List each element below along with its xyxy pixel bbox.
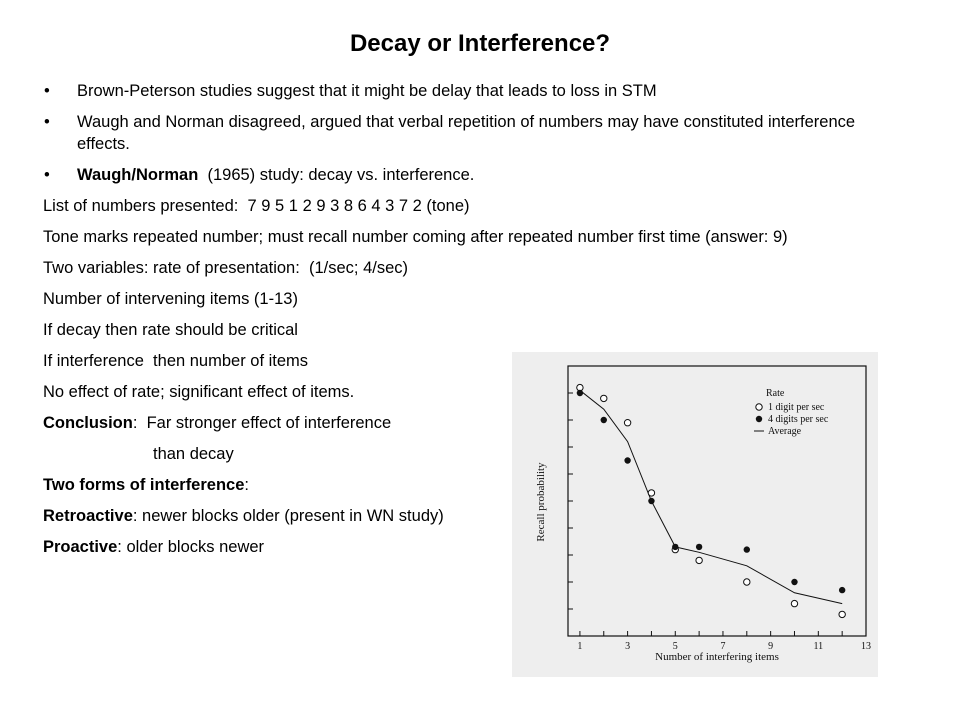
filled-circle-point: [696, 544, 702, 550]
legend: [754, 388, 829, 437]
x-tick-label: 3: [625, 641, 631, 652]
variables-line: Two variables: rate of presentation: (1/sec; 4/sec): [43, 259, 409, 277]
bullet-item: [43, 164, 863, 186]
filled-circle-point: [648, 498, 654, 504]
x-tick-label: 9: [768, 641, 774, 652]
retroactive-text: : newer blocks older (present in WN study): [132, 507, 444, 525]
filled-circle-point: [624, 457, 630, 463]
legend-label-2: 4 digits per sec: [768, 414, 829, 425]
bullet-item: [43, 111, 863, 155]
numbers-list-line: List of numbers presented: 7 9 5 1 2 9 3 8 6 4 3 7 2 (tone): [43, 197, 470, 215]
two-forms-colon: :: [244, 476, 249, 494]
proactive-text: : older blocks newer: [117, 538, 265, 556]
filled-circle-point: [744, 546, 750, 552]
bullet-text: Brown-Peterson studies suggest that it might be delay that leads to loss in STM: [77, 82, 657, 100]
conclusion-text: : Far stronger effect of interference: [132, 414, 392, 432]
x-tick-label: 11: [813, 641, 824, 652]
filled-circle-point: [577, 390, 583, 396]
open-circle-point: [696, 557, 702, 563]
bullet-text: Waugh and Norman disagreed, argued that verbal repetition of numbers may have constituted interference effects.: [77, 113, 856, 153]
x-tick-label: 7: [720, 641, 726, 652]
two-forms-label: Two forms of interference: [43, 476, 245, 494]
interference-line: If interference then number of items: [43, 352, 309, 370]
x-tick-label: 13: [861, 641, 871, 652]
filled-circle-point: [839, 587, 845, 593]
filled-circle-point: [672, 544, 678, 550]
legend-title: Rate: [766, 388, 785, 399]
x-tick-label: 5: [672, 641, 678, 652]
proactive-label: Proactive: [43, 538, 118, 556]
y-axis-label: Recall probability: [535, 462, 547, 542]
conclusion-label: Conclusion: [43, 414, 133, 432]
no-effect-line: No effect of rate; significant effect of items.: [43, 383, 355, 401]
filled-circle-point: [601, 417, 607, 423]
than-decay-line: than decay: [153, 445, 234, 463]
open-circle-point: [648, 490, 654, 496]
bullet-dot-icon: •: [44, 82, 50, 100]
legend-label-1: 1 digit per sec: [768, 402, 825, 413]
bullet-item: [43, 80, 863, 102]
decay-line: If decay then rate should be critical: [43, 321, 298, 339]
items-line: Number of intervening items (1-13): [43, 290, 298, 308]
bullet-dot-icon: •: [44, 113, 50, 131]
recall-chart-figure: [512, 352, 878, 677]
open-circle-point: [601, 395, 607, 401]
legend-label-3: Average: [768, 426, 802, 437]
open-circle-point: [791, 600, 797, 606]
x-tick-label: 1: [577, 641, 583, 652]
slide-title: Decay or Interference?: [349, 30, 611, 57]
legend-open-circle-icon: [756, 404, 762, 410]
open-circle-point: [839, 611, 845, 617]
bullet-text: (1965) study: decay vs. interference.: [198, 166, 475, 184]
tone-line: Tone marks repeated number; must recall number coming after repeated number first time (answer: 9): [43, 228, 788, 246]
open-circle-point: [744, 579, 750, 585]
legend-filled-circle-icon: [756, 416, 762, 422]
recall-chart: [512, 352, 878, 677]
x-axis-label: Number of interfering items: [655, 651, 779, 663]
retroactive-label: Retroactive: [43, 507, 133, 525]
bullet-dot-icon: •: [44, 166, 50, 184]
open-circle-point: [624, 420, 630, 426]
bullet-bold-text: Waugh/Norman: [77, 166, 199, 184]
filled-circle-point: [791, 579, 797, 585]
